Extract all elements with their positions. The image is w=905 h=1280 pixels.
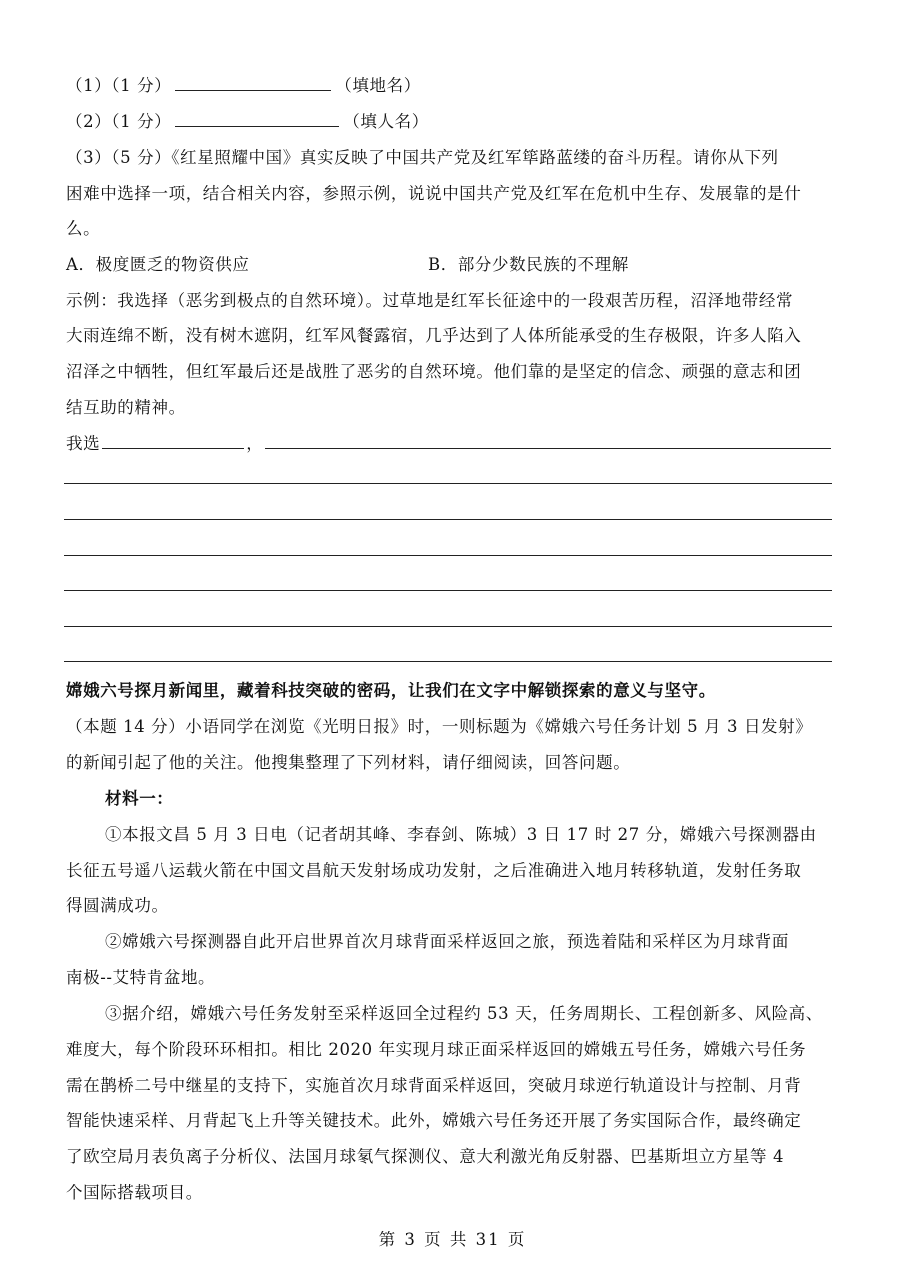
question-3-text-line-3: 么。 <box>66 219 101 238</box>
option-b: B．部分少数民族的不理解 <box>428 255 629 274</box>
answer-reason-blank[interactable] <box>265 430 831 449</box>
answer-rule-2[interactable] <box>64 519 832 520</box>
para3-line-6: 个国际搭载项目。 <box>66 1183 203 1202</box>
option-a: A．极度匮乏的物资供应 <box>66 255 250 274</box>
example-line-2: 大雨连绵不断，没有树木遮阴，红军风餐露宿，几乎达到了人体所能承受的生存极限，许多人陷入 <box>66 326 802 345</box>
answer-prefix: 我选 <box>66 434 101 453</box>
answer-choice-blank[interactable] <box>102 430 244 449</box>
answer-rule-5[interactable] <box>64 626 832 627</box>
question-3-text-line-2: 困难中选择一项，结合相关内容，参照示例，说说中国共产党及红军在危机中生存、发展靠的是什 <box>66 184 802 203</box>
question-2-number: （2）（1 分） <box>66 112 172 131</box>
para3-line-5: 了欧空局月表负离子分析仪、法国月球氡气探测仪、意大利激光角反射器、巴基斯坦立方星等 4 <box>66 1147 785 1166</box>
intro-line-2: 的新闻引起了他的关注。他搜集整理了下列材料，请仔细阅读，回答问题。 <box>66 753 631 772</box>
question-1-number: （1）（1 分） <box>66 76 172 95</box>
section-heading: 嫦娥六号探月新闻里，藏着科技突破的密码，让我们在文字中解锁探索的意义与坚守。 <box>66 681 716 700</box>
para3-line-1: ③据介绍，嫦娥六号任务发射至采样返回全过程约 53 天，任务周期长、工程创新多、风险高、 <box>105 1004 823 1023</box>
example-line-1: 示例：我选择（恶劣到极点的自然环境）。过草地是红军长征途中的一段艰苦历程，沼泽地带经常 <box>66 291 794 310</box>
question-1-answer-blank[interactable] <box>175 72 331 91</box>
answer-comma: ， <box>246 434 264 453</box>
answer-rule-4[interactable] <box>64 590 832 591</box>
para1-line-1: ①本报文昌 5 月 3 日电（记者胡其峰、李春剑、陈城）3 日 17 时 27 分，嫦娥六号探测器由 <box>105 825 817 844</box>
material-title: 材料一： <box>105 789 174 808</box>
example-line-4: 结互助的精神。 <box>66 398 186 417</box>
para2-line-1: ②嫦娥六号探测器自此开启世界首次月球背面采样返回之旅，预选着陆和采样区为月球背面 <box>105 932 789 951</box>
para3-line-4: 智能快速采样、月背起飞上升等关键技术。此外，嫦娥六号任务还开展了务实国际合作，最终确定 <box>66 1111 802 1130</box>
intro-line-1: （本题 14 分）小语同学在浏览《光明日报》时，一则标题为《嫦娥六号任务计划 5 月 3 日发射》 <box>66 717 813 736</box>
para1-line-2: 长征五号遥八运载火箭在中国文昌航天发射场成功发射，之后准确进入地月转移轨道，发射任务取 <box>66 861 802 880</box>
para2-line-2: 南极--艾特肯盆地。 <box>66 968 216 987</box>
page-footer: 第 3 页 共 31 页 <box>378 1230 527 1249</box>
answer-rule-3[interactable] <box>64 555 832 556</box>
para3-line-2: 难度大，每个阶段环环相扣。相比 2020 年实现月球正面采样返回的嫦娥五号任务，嫦娥六号任务 <box>66 1040 807 1059</box>
question-2-line <box>66 108 429 132</box>
para3-line-3: 需在鹊桥二号中继星的支持下，实施首次月球背面采样返回，突破月球逆行轨道设计与控制、月背 <box>66 1076 802 1095</box>
answer-rule-1[interactable] <box>64 483 832 484</box>
para1-line-3: 得圆满成功。 <box>66 896 169 915</box>
example-line-3: 沼泽之中牺牲，但红军最后还是战胜了恶劣的自然环境。他们靠的是坚定的信念、顽强的意志和团 <box>66 362 802 381</box>
question-2-hint: （填人名） <box>343 112 429 131</box>
question-1-hint: （填地名） <box>335 76 421 95</box>
answer-rule-6[interactable] <box>64 661 832 662</box>
question-2-answer-blank[interactable] <box>175 108 339 127</box>
question-1-line <box>66 72 421 96</box>
question-3-text-line-1: （3）（5 分）《红星照耀中国》真实反映了中国共产党及红军筚路蓝缕的奋斗历程。请你从下列 <box>66 148 779 167</box>
answer-line <box>66 430 831 454</box>
